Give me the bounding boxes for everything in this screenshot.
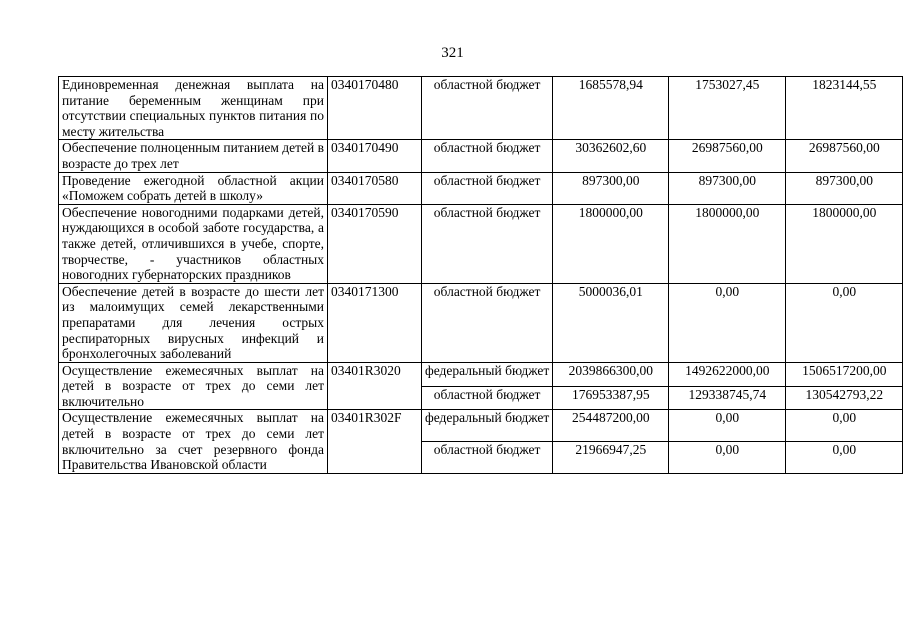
measure-name: Единовременная денежная выплата на питание беременным женщинам при отсутствии специальных пунктов питания по месту жительства [59,77,328,140]
table-row [59,283,903,362]
table-row [59,140,903,172]
amount-year-2: 897300,00 [669,172,786,204]
measure-name: Осуществление ежемесячных выплат на детей в возрасте от трех до семи лет включительно за счет резервного фонда Правительства Ивановской области [59,410,328,473]
measure-name: Обеспечение детей в возрасте до шести лет из малоимущих семей лекарственными препаратами для лечения острых респираторных вирусных инфекций и бронхолегочных заболеваний [59,283,328,362]
amount-year-3: 0,00 [786,283,903,362]
amount-year-3: 130542793,22 [786,386,903,410]
amount-year-2: 1492622000,00 [669,362,786,386]
budget-code: 0340170580 [328,172,422,204]
amount-year-2: 0,00 [669,410,786,442]
amount-year-1: 897300,00 [553,172,669,204]
amount-year-3: 0,00 [786,410,903,442]
measure-name: Осуществление ежемесячных выплат на детей в возрасте от трех до семи лет включительно [59,362,328,410]
amount-year-2: 1753027,45 [669,77,786,140]
funding-source: областной бюджет [422,283,553,362]
budget-code: 0340170480 [328,77,422,140]
amount-year-3: 1506517200,00 [786,362,903,386]
table-row [59,204,903,283]
amount-year-2: 0,00 [669,283,786,362]
amount-year-3: 0,00 [786,442,903,474]
amount-year-3: 897300,00 [786,172,903,204]
amount-year-2: 26987560,00 [669,140,786,172]
measure-name: Проведение ежегодной областной акции «Поможем собрать детей в школу» [59,172,328,204]
budget-code: 03401R3020 [328,362,422,410]
funding-source: областной бюджет [422,204,553,283]
budget-code: 0340171300 [328,283,422,362]
page-number: 321 [441,45,464,61]
amount-year-3: 1823144,55 [786,77,903,140]
amount-year-1: 30362602,60 [553,140,669,172]
amount-year-1: 254487200,00 [553,410,669,442]
amount-year-3: 1800000,00 [786,204,903,283]
budget-table [58,76,903,474]
table-row [59,410,903,442]
funding-source: областной бюджет [422,442,553,474]
budget-code: 0340170490 [328,140,422,172]
table-row [59,77,903,140]
amount-year-3: 26987560,00 [786,140,903,172]
funding-source: федеральный бюджет [422,410,553,442]
amount-year-2: 129338745,74 [669,386,786,410]
funding-source: областной бюджет [422,386,553,410]
funding-source: областной бюджет [422,77,553,140]
amount-year-2: 1800000,00 [669,204,786,283]
table-row [59,172,903,204]
amount-year-1: 5000036,01 [553,283,669,362]
amount-year-1: 1685578,94 [553,77,669,140]
measure-name: Обеспечение новогодними подарками детей, нуждающихся в особой заботе государства, а также детей, отличившихся в учебе, спорте, творчестве, - участников областных новогодних губернаторских праздников [59,204,328,283]
amount-year-1: 21966947,25 [553,442,669,474]
budget-code: 03401R302F [328,410,422,473]
amount-year-2: 0,00 [669,442,786,474]
amount-year-1: 176953387,95 [553,386,669,410]
funding-source: федеральный бюджет [422,362,553,386]
amount-year-1: 2039866300,00 [553,362,669,386]
budget-code: 0340170590 [328,204,422,283]
measure-name: Обеспечение полноценным питанием детей в возрасте до трех лет [59,140,328,172]
funding-source: областной бюджет [422,140,553,172]
funding-source: областной бюджет [422,172,553,204]
table-row [59,362,903,386]
amount-year-1: 1800000,00 [553,204,669,283]
